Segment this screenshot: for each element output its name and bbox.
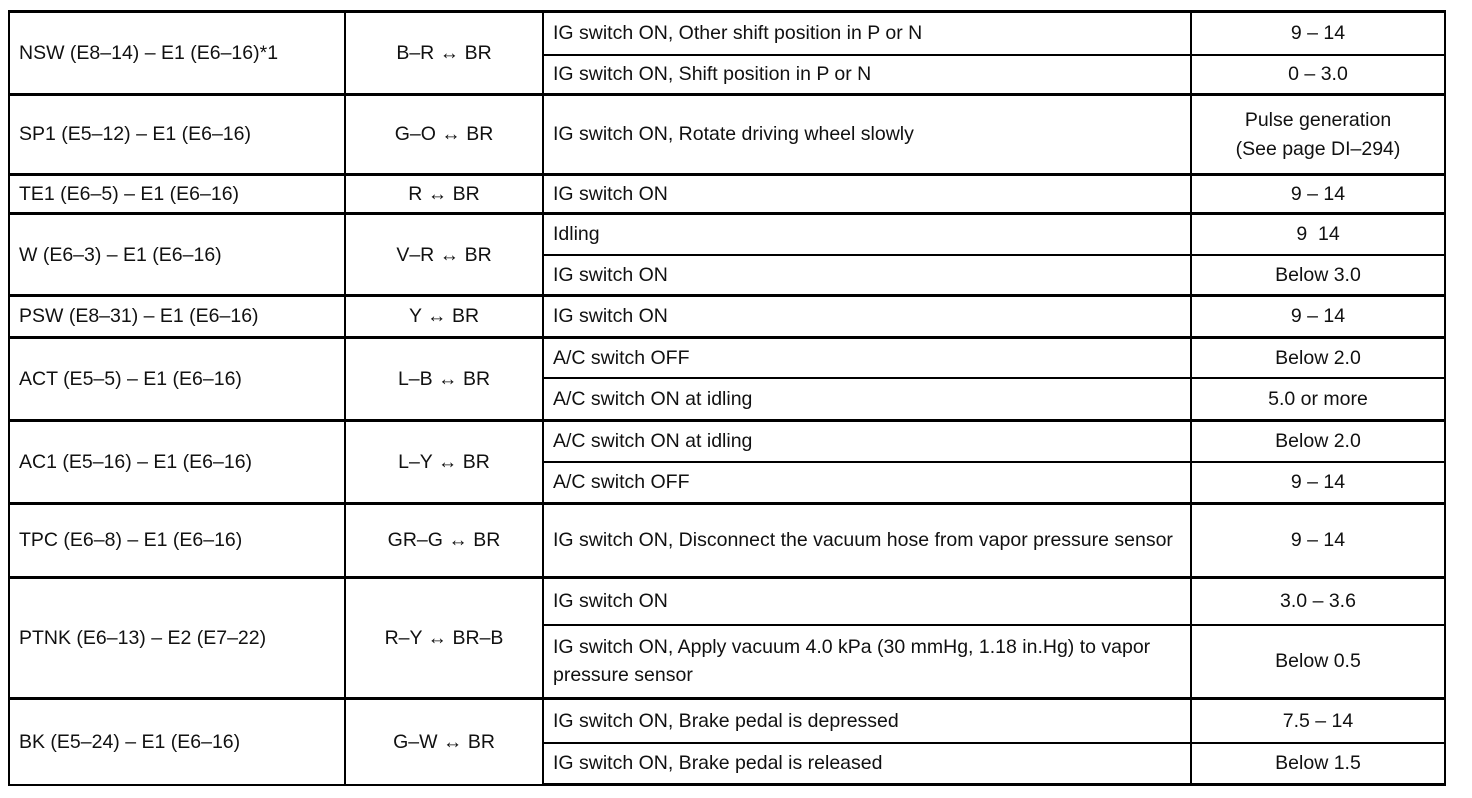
table-row: [9, 95, 1445, 174]
terminal-cell: PSW (E8–31) – E1 (E6–16): [9, 296, 345, 337]
wiring-color-cell: G–O ↔ BR: [345, 95, 543, 174]
table-row: [9, 421, 1445, 462]
condition-cell: IG switch ON, Rotate driving wheel slowly: [543, 95, 1191, 174]
terminal-cell: W (E6–3) – E1 (E6–16): [9, 214, 345, 296]
condition-cell: Idling: [543, 214, 1191, 255]
terminal-cell: NSW (E8–14) – E1 (E6–16)*1: [9, 12, 345, 95]
spec-cell: 9 14: [1191, 214, 1445, 255]
terminal-cell: BK (E5–24) – E1 (E6–16): [9, 699, 345, 785]
condition-cell: IG switch ON, Brake pedal is depressed: [543, 699, 1191, 743]
spec-cell: [1191, 95, 1445, 174]
spec-cell: 3.0 – 3.6: [1191, 577, 1445, 624]
table-row: [9, 12, 1445, 55]
spec-cell: Below 1.5: [1191, 743, 1445, 784]
table-row: [9, 214, 1445, 255]
condition-cell: A/C switch OFF: [543, 462, 1191, 504]
table-row: [9, 296, 1445, 337]
condition-cell: IG switch ON, Brake pedal is released: [543, 743, 1191, 784]
wiring-color-cell: B–R ↔ BR: [345, 12, 543, 95]
table-row: [9, 699, 1445, 743]
terminal-cell: SP1 (E5–12) – E1 (E6–16): [9, 95, 345, 174]
table-row: [9, 174, 1445, 213]
spec-cell: 0 – 3.0: [1191, 55, 1445, 95]
condition-cell: IG switch ON, Other shift position in P or N: [543, 12, 1191, 55]
condition-cell: IG switch ON, Disconnect the vacuum hose from vapor pressure sensor: [543, 504, 1191, 577]
wiring-color-cell: Y ↔ BR: [345, 296, 543, 337]
spec-cell: Below 3.0: [1191, 255, 1445, 296]
wiring-color-cell: L–B ↔ BR: [345, 337, 543, 420]
wiring-color-cell: V–R ↔ BR: [345, 214, 543, 296]
spec-cell: Below 2.0: [1191, 421, 1445, 462]
condition-cell: A/C switch ON at idling: [543, 421, 1191, 462]
wiring-color-cell: R ↔ BR: [345, 174, 543, 213]
table-row: [9, 504, 1445, 577]
condition-cell: IG switch ON: [543, 296, 1191, 337]
condition-cell: IG switch ON: [543, 174, 1191, 213]
wiring-color-cell: L–Y ↔ BR: [345, 421, 543, 504]
spec-cell: Below 0.5: [1191, 625, 1445, 699]
condition-cell: IG switch ON: [543, 255, 1191, 296]
spec-value: Pulse generation: [1244, 109, 1392, 132]
condition-cell: IG switch ON, Shift position in P or N: [543, 55, 1191, 95]
wiring-color-cell: R–Y ↔ BR–B: [345, 577, 543, 699]
spec-cell: 9 – 14: [1191, 174, 1445, 213]
terminal-cell: TE1 (E6–5) – E1 (E6–16): [9, 174, 345, 213]
condition-cell: IG switch ON: [543, 577, 1191, 624]
table-row: [9, 577, 1445, 624]
condition-cell: A/C switch ON at idling: [543, 378, 1191, 420]
terminal-cell: AC1 (E5–16) – E1 (E6–16): [9, 421, 345, 504]
spec-cell: 9 – 14: [1191, 296, 1445, 337]
wiring-color-cell: GR–G ↔ BR: [345, 504, 543, 577]
condition-cell: A/C switch OFF: [543, 337, 1191, 378]
spec-cell: 9 – 14: [1191, 504, 1445, 577]
terminal-cell: TPC (E6–8) – E1 (E6–16): [9, 504, 345, 577]
terminal-cell: ACT (E5–5) – E1 (E6–16): [9, 337, 345, 420]
spec-cell: 9 – 14: [1191, 12, 1445, 55]
spec-note: (See page DI–294): [1235, 137, 1401, 160]
wiring-color-cell: G–W ↔ BR: [345, 699, 543, 785]
terminal-cell: PTNK (E6–13) – E2 (E7–22): [9, 577, 345, 699]
table-row: [9, 337, 1445, 378]
spec-cell: 5.0 or more: [1191, 378, 1445, 420]
spec-cell: Below 2.0: [1191, 337, 1445, 378]
condition-cell: IG switch ON, Apply vacuum 4.0 kPa (30 mmHg, 1.18 in.Hg) to vapor pressure sensor: [543, 625, 1191, 699]
spec-cell: 7.5 – 14: [1191, 699, 1445, 743]
spec-cell: 9 – 14: [1191, 462, 1445, 504]
terminal-voltage-table: [8, 10, 1446, 786]
